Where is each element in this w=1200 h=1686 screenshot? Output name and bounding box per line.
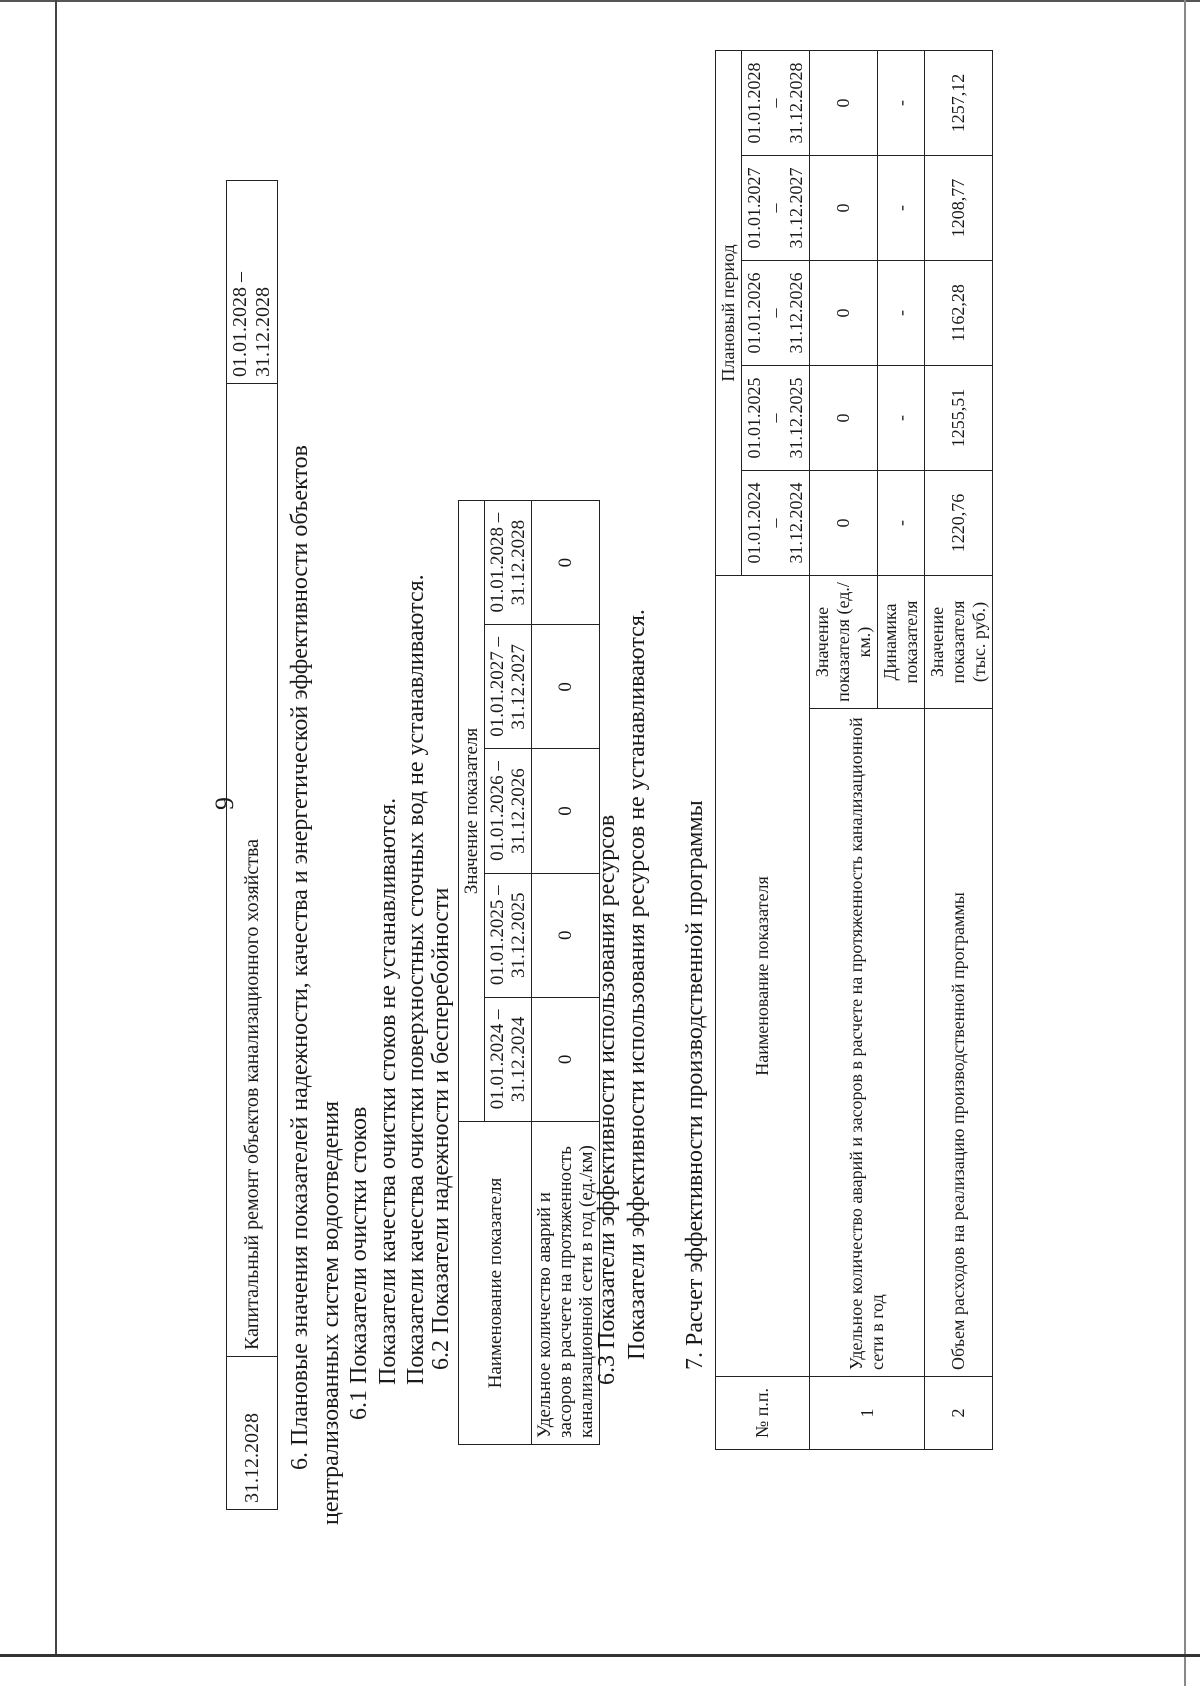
col-group-header: Плановый период [716, 51, 742, 576]
row-label: Удельное количество аварий и засоров в расчете на протяженность канализационной сети в год [810, 709, 925, 1377]
section6-heading-line2: централизованных систем водоотведения [318, 1100, 344, 1525]
table-row [227, 181, 278, 1510]
col-name-header: Наименование показателя [716, 576, 810, 1377]
value-cell: 0 [532, 749, 600, 873]
value-cell: 1220,76 [925, 471, 993, 576]
value-cell: 0 [532, 873, 600, 997]
value-cell: 0 [532, 501, 600, 625]
col-name-header: Наименование показателя [459, 1122, 532, 1445]
end-date-cell: 31.12.2028 [227, 1357, 278, 1510]
scan-edge-left [55, 0, 57, 1655]
table-row [532, 501, 600, 1445]
value-cell: 0 [532, 997, 600, 1121]
value-cell: 0 [532, 625, 600, 749]
row-number: 1 [810, 1377, 925, 1450]
table-row [925, 51, 993, 1450]
value-cell: 1257,12 [925, 51, 993, 156]
value-cell: 1255,51 [925, 366, 993, 471]
sub-label: Динамика показателя [878, 576, 925, 709]
page-number: 9 [210, 797, 239, 810]
top-table [226, 180, 278, 1510]
name-cell: Капитальный ремонт объектов канализационного хозяйства [227, 384, 278, 1357]
subsection-6-1: 6.1 Показатели очистки стоков [346, 1106, 372, 1420]
section63-text: Показатели эффективности использования ресурсов не устанавливаются. [624, 609, 650, 1360]
period-header: 01.01.2028 – 31.12.2028 [485, 501, 532, 625]
period-cell: 01.01.2028 – 31.12.2028 [227, 181, 278, 384]
period-header: 01.01.2028 – 31.12.2028 [742, 51, 810, 156]
table-row [716, 51, 742, 1450]
section6-heading-line1: 6. Плановые значения показателей надежности, качества и энергетической эффективности объектов [287, 445, 313, 1470]
value-cell: 0 [810, 471, 878, 576]
section6-text2: Показатели качества очистки поверхностных сточных вод не устанавливаются. [403, 574, 429, 1385]
value-cell: 0 [810, 156, 878, 261]
scan-edge-bottom [0, 1654, 1200, 1657]
sub-label: Значение показателя (тыс. руб.) [925, 576, 993, 709]
value-cell: 0 [810, 51, 878, 156]
value-cell: 0 [810, 366, 878, 471]
period-header: 01.01.2024 – 31.12.2024 [742, 471, 810, 576]
period-header: 01.01.2025 – 31.12.2025 [485, 873, 532, 997]
value-cell: 1162,28 [925, 261, 993, 366]
value-cell: - [878, 471, 925, 576]
value-cell: - [878, 156, 925, 261]
col-group-header: Значение показателя [459, 501, 485, 1122]
period-header: 01.01.2026 – 31.12.2026 [742, 261, 810, 366]
row-number: 2 [925, 1377, 993, 1450]
value-cell: 1208,77 [925, 156, 993, 261]
value-cell: - [878, 51, 925, 156]
sub-label: Значение показателя (ед./км.) [810, 576, 878, 709]
section7-heading: 7. Расчет эффективности производственной программы [682, 800, 708, 1370]
period-header: 01.01.2026 – 31.12.2026 [485, 749, 532, 873]
value-cell: - [878, 261, 925, 366]
row-label: Удельное количество аварий и засоров в расчете на протяженность канализационной сети в год (ед./км) [532, 1122, 600, 1445]
period-header: 01.01.2024 – 31.12.2024 [485, 997, 532, 1121]
period-header: 01.01.2027 – 31.12.2027 [742, 156, 810, 261]
table-row [459, 501, 485, 1445]
section63-heading: 6.3 Показатели эффективности использования ресурсов [594, 814, 620, 1385]
period-header: 01.01.2025 – 31.12.2025 [742, 366, 810, 471]
section62-heading: 6.2 Показатели надежности и бесперебойности [428, 887, 454, 1370]
scan-edge-right [1184, 0, 1186, 1686]
table-row [810, 51, 878, 1450]
value-cell: 0 [810, 261, 878, 366]
efficiency-table [715, 50, 993, 1450]
col-num-header: № п.п. [716, 1377, 810, 1450]
reliability-table [458, 500, 600, 1445]
rotated-page [190, 50, 1170, 1530]
period-header: 01.01.2027 – 31.12.2027 [485, 625, 532, 749]
scan-edge-top [0, 0, 1200, 2]
value-cell: - [878, 366, 925, 471]
section6-text1: Показатели качества очистки стоков не устанавливаются. [375, 797, 401, 1385]
row-label: Объем расходов на реализацию производственной программы [925, 709, 993, 1377]
